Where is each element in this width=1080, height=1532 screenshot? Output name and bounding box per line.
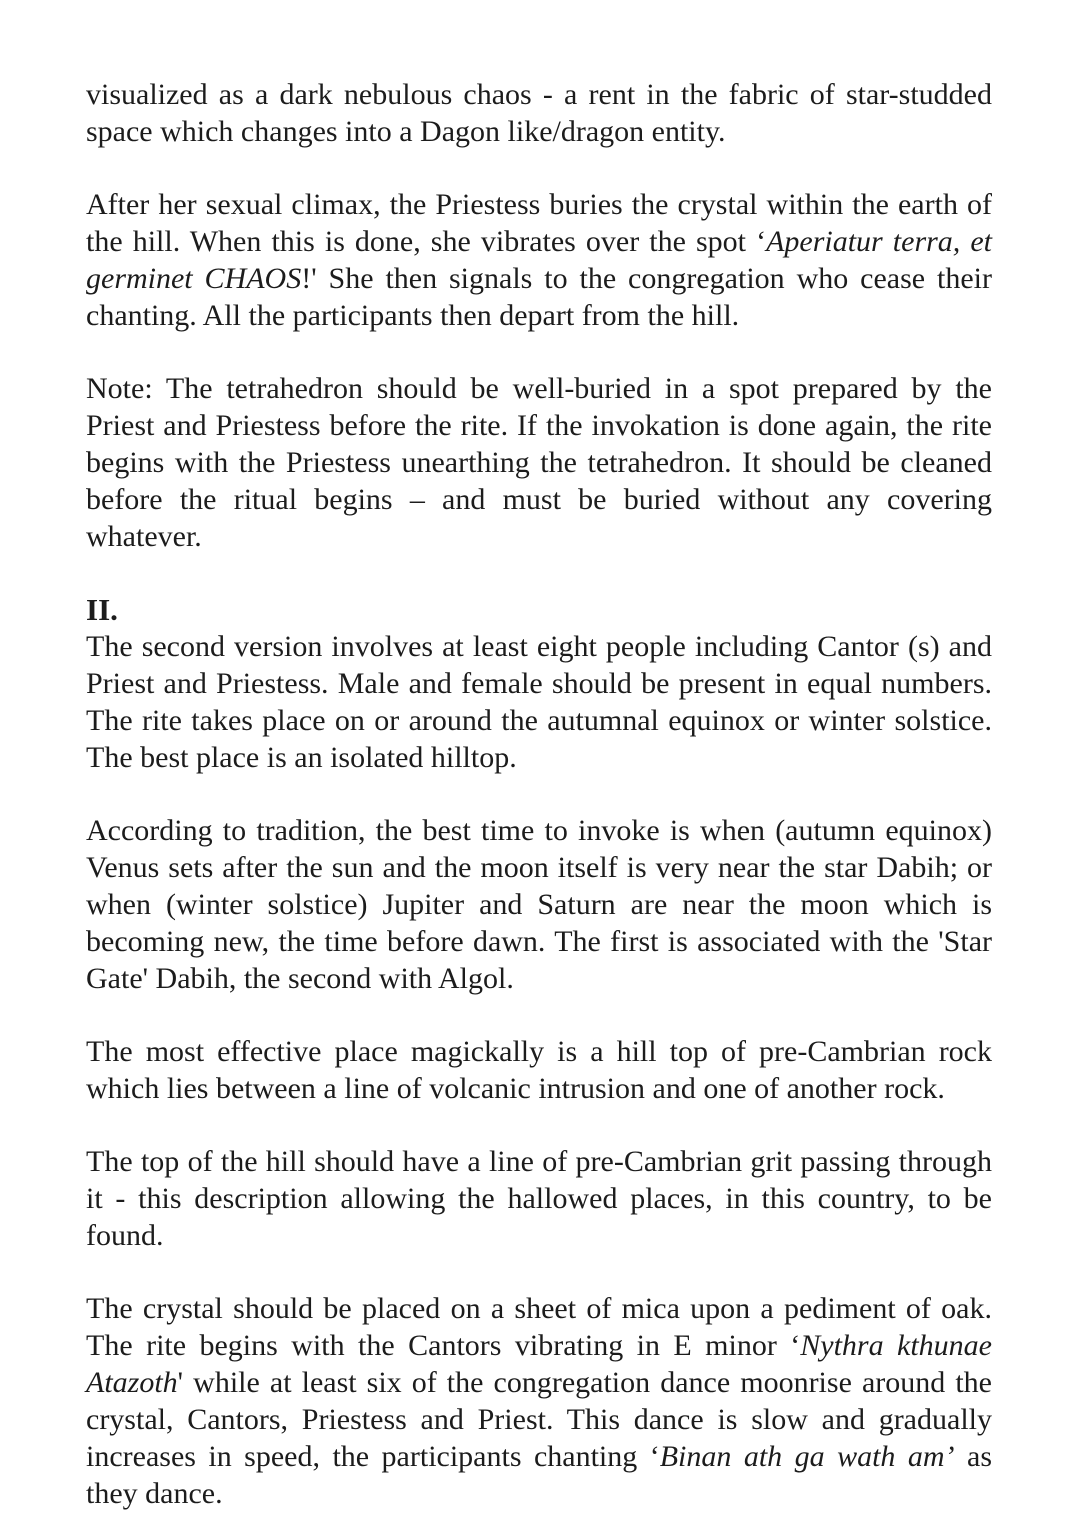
paragraph-note-tetrahedron: Note: The tetrahedron should be well-buried in a spot prepared by the Priest and Priestess before the rite. If the invokation is done again, the rite begins with the Priestess unearthing the tetrahedron. It should be cleaned before the ritual begins – and must be buried without any covering whatever. xyxy=(86,372,992,553)
chant-italic: Binan ath ga wath am’ xyxy=(659,1440,955,1473)
incantation-italic: Nythra kthunae Atazoth xyxy=(86,1329,992,1399)
document-page xyxy=(86,76,992,1512)
paragraph-priestess-burial xyxy=(86,186,992,334)
paragraph-chaos-visualization: visualized as a dark nebulous chaos - a rent in the fabric of star-studded space which changes into a Dagon like/dragon entity. xyxy=(86,78,992,148)
text-span: ' while at least six of the congregation dance moonrise around the crystal, Cantors, Priestess and Priest. This dance is slow and gradually increases in speed, the participants chanting ‘ xyxy=(86,1366,992,1473)
paragraph-second-version: The second version involves at least eight people including Cantor (s) and Priest and Priestess. Male and female should be present in equal numbers. The rite takes place on or around the autumnal equinox or winter solstice. The best place is an isolated hilltop. xyxy=(86,630,992,774)
paragraph-effective-place: The most effective place magickally is a hill top of pre-Cambrian rock which lies between a line of volcanic intrusion and one of another rock. xyxy=(86,1035,992,1105)
paragraph-crystal-placement xyxy=(86,1290,992,1512)
paragraph-tradition-timing: According to tradition, the best time to invoke is when (autumn equinox) Venus sets after the sun and the moon itself is very near the star Dabih; or when (winter solstice) Jupiter and Saturn are near the moon which is becoming new, the time before dawn. The first is associated with the 'Star Gate' Dabih, the second with Algol. xyxy=(86,814,992,995)
section-heading: II. xyxy=(86,592,118,627)
incantation-italic: Aperiatur terra, et germinet CHAOS xyxy=(86,225,993,295)
paragraph-hill-top-grit: The top of the hill should have a line of pre-Cambrian grit passing through it - this description allowing the hallowed places, in this country, to be found. xyxy=(86,1145,992,1252)
text-span: The crystal should be placed on a sheet of mica upon a pediment of oak. The rite begins with the Cantors vibrating in E minor ‘ xyxy=(86,1292,992,1362)
text-span: !' She then signals to the congregation who cease their chanting. All the participants then depart from the hill. xyxy=(86,262,992,332)
text-span: After her sexual climax, the Priestess buries the crystal within the earth of the hill. When this is done, she vibrates over the spot ‘ xyxy=(86,188,992,258)
text-span: as they dance. xyxy=(86,1440,992,1510)
